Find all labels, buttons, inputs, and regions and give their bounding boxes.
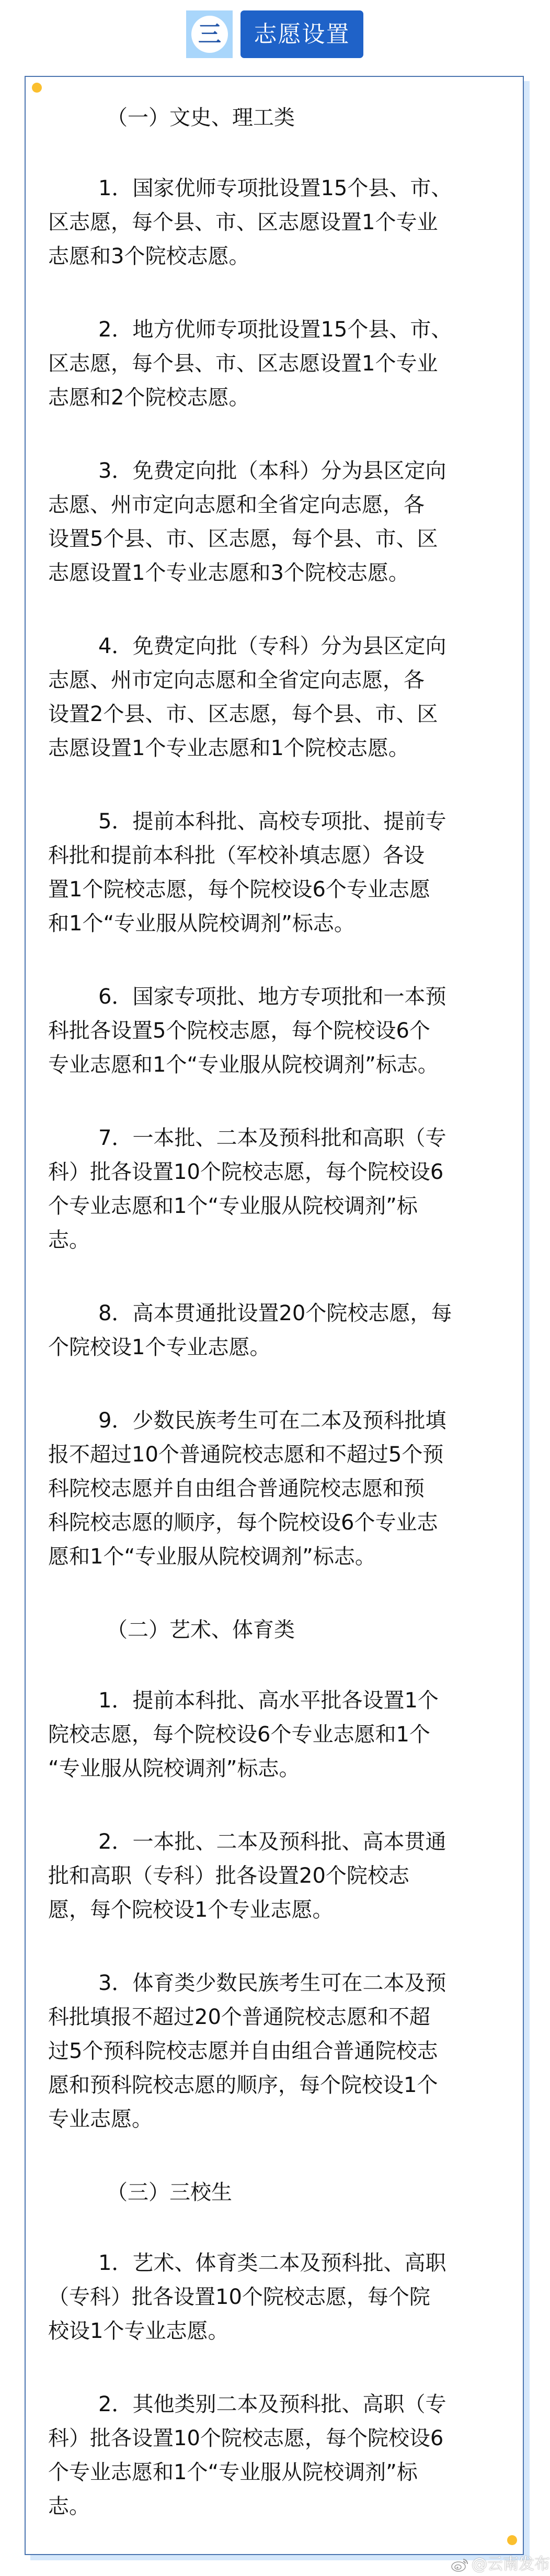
text-line: 个专业志愿和1个“专业服从院校调剂”标 xyxy=(48,2460,418,2484)
text-line: 2．地方优师专项批设置15个县、市、 xyxy=(98,318,452,342)
text-line: 专业志愿和1个“专业服从院校调剂”标志。 xyxy=(48,1053,439,1077)
list-item xyxy=(48,2388,503,2524)
text-line: “专业服从院校调剂”标志。 xyxy=(48,1757,300,1781)
text-line: 志愿和2个院校志愿。 xyxy=(48,386,250,410)
list-item xyxy=(48,805,503,941)
list-item xyxy=(48,629,503,766)
text-line: 个院校设1个专业志愿。 xyxy=(48,1335,271,1359)
text-line: 志。 xyxy=(48,1228,90,1252)
text-line: 科批和提前本科批（军校补填志愿）各设 xyxy=(48,843,425,868)
text-line: 1．提前本科批、高水平批各设置1个 xyxy=(98,1689,439,1713)
content-card xyxy=(25,76,524,2555)
text-line: 愿，每个院校设1个专业志愿。 xyxy=(48,1898,334,1922)
list-item xyxy=(48,172,503,274)
text-line: 个专业志愿和1个“专业服从院校调剂”标 xyxy=(48,1194,418,1218)
text-line: 6．国家专项批、地方专项批和一本预 xyxy=(98,985,446,1009)
text-line: 批和高职（专科）批各设置20个院校志 xyxy=(48,1864,409,1888)
watermark xyxy=(451,2555,550,2574)
text-line: 设置5个县、市、区志愿，每个县、市、区 xyxy=(48,527,438,551)
list-item xyxy=(48,980,503,1082)
text-line: 7．一本批、二本及预科批和高职（专 xyxy=(98,1126,446,1150)
text-line: 院校志愿，每个院校设6个专业志愿和1个 xyxy=(48,1723,430,1747)
text-line: 2．其他类别二本及预科批、高职（专 xyxy=(98,2392,446,2416)
text-line: 科批各设置5个院校志愿，每个院校设6个 xyxy=(48,1019,430,1043)
text-line: 愿和1个“专业服从院校调剂”标志。 xyxy=(48,1545,376,1569)
text-line: 志愿和3个院校志愿。 xyxy=(48,244,250,268)
text-line: 2．一本批、二本及预科批、高本贯通 xyxy=(98,1830,446,1854)
text-line: 志愿设置1个专业志愿和3个院校志愿。 xyxy=(48,561,409,585)
decorative-dot-icon xyxy=(507,2535,517,2545)
text-line: （专科）批各设置10个院校志愿，每个院 xyxy=(48,2285,430,2309)
text-line: 科院校志愿的顺序，每个院校设6个专业志 xyxy=(48,1511,438,1535)
list-item xyxy=(48,2246,503,2348)
text-line: 科批填报不超过20个普通院校志愿和不超 xyxy=(48,2005,430,2029)
text-line: 志愿、州市定向志愿和全省定向志愿，各 xyxy=(48,668,425,692)
text-line: 科院校志愿并自由组合普通院校志愿和预 xyxy=(48,1477,425,1501)
list-item xyxy=(48,1121,503,1257)
list-item xyxy=(48,1825,503,1927)
text-line: 8．高本贯通批设置20个院校志愿，每 xyxy=(98,1301,452,1325)
list-item xyxy=(48,1297,503,1365)
text-line: 5．提前本科批、高校专项批、提前专 xyxy=(98,809,446,834)
section-header xyxy=(0,10,550,58)
text-line: 愿和预科院校志愿的顺序，每个院校设1个 xyxy=(48,2073,438,2097)
text-line: 设置2个县、市、区志愿，每个县、市、区 xyxy=(48,702,438,726)
text-line: 报不超过10个普通院校志愿和不超过5个预 xyxy=(48,1443,444,1467)
list-item xyxy=(48,454,503,590)
list-item xyxy=(48,1684,503,1786)
section-heading: （三）三校生 xyxy=(107,2180,232,2204)
section-number: 三 xyxy=(191,16,228,53)
text-line: 3．体育类少数民族考生可在二本及预 xyxy=(98,1971,446,1995)
text-line: 科）批各设置10个院校志愿，每个院校设6 xyxy=(48,2426,444,2450)
list-item xyxy=(48,1966,503,2136)
text-line: 过5个预科院校志愿并自由组合普通院校志 xyxy=(48,2039,438,2063)
list-item xyxy=(48,1404,503,1574)
document-body xyxy=(48,101,503,2524)
text-line: 1．艺术、体育类二本及预科批、高职 xyxy=(98,2251,446,2275)
weibo-icon xyxy=(451,2557,469,2572)
text-line: 3．免费定向批（本科）分为县区定向 xyxy=(98,459,446,483)
list-item xyxy=(48,313,503,415)
text-line: 和1个“专业服从院校调剂”标志。 xyxy=(48,912,355,936)
text-line: 置1个院校志愿，每个院校设6个专业志愿 xyxy=(48,878,430,902)
watermark-text: @云南发布 xyxy=(472,2555,550,2573)
text-line: 专业志愿。 xyxy=(48,2107,153,2131)
text-line: 志愿、州市定向志愿和全省定向志愿，各 xyxy=(48,493,425,517)
text-line: 9．少数民族考生可在二本及预科批填 xyxy=(98,1409,446,1433)
section-number-badge xyxy=(186,10,233,58)
section-title: 志愿设置 xyxy=(240,10,363,58)
decorative-dot-icon xyxy=(32,83,42,93)
text-line: 校设1个专业志愿。 xyxy=(48,2319,229,2343)
text-line: 1．国家优师专项批设置15个县、市、 xyxy=(98,176,452,200)
text-line: 志愿设置1个专业志愿和1个院校志愿。 xyxy=(48,736,409,760)
text-line: 4．免费定向批（专科）分为县区定向 xyxy=(98,634,446,658)
text-line: 科）批各设置10个院校志愿，每个院校设6 xyxy=(48,1160,444,1184)
section-heading: （一）文史、理工类 xyxy=(107,106,295,130)
text-line: 区志愿，每个县、市、区志愿设置1个专业 xyxy=(48,210,438,234)
text-line: 区志愿，每个县、市、区志愿设置1个专业 xyxy=(48,352,438,376)
text-line: 志。 xyxy=(48,2494,90,2518)
section-heading: （二）艺术、体育类 xyxy=(107,1618,295,1642)
